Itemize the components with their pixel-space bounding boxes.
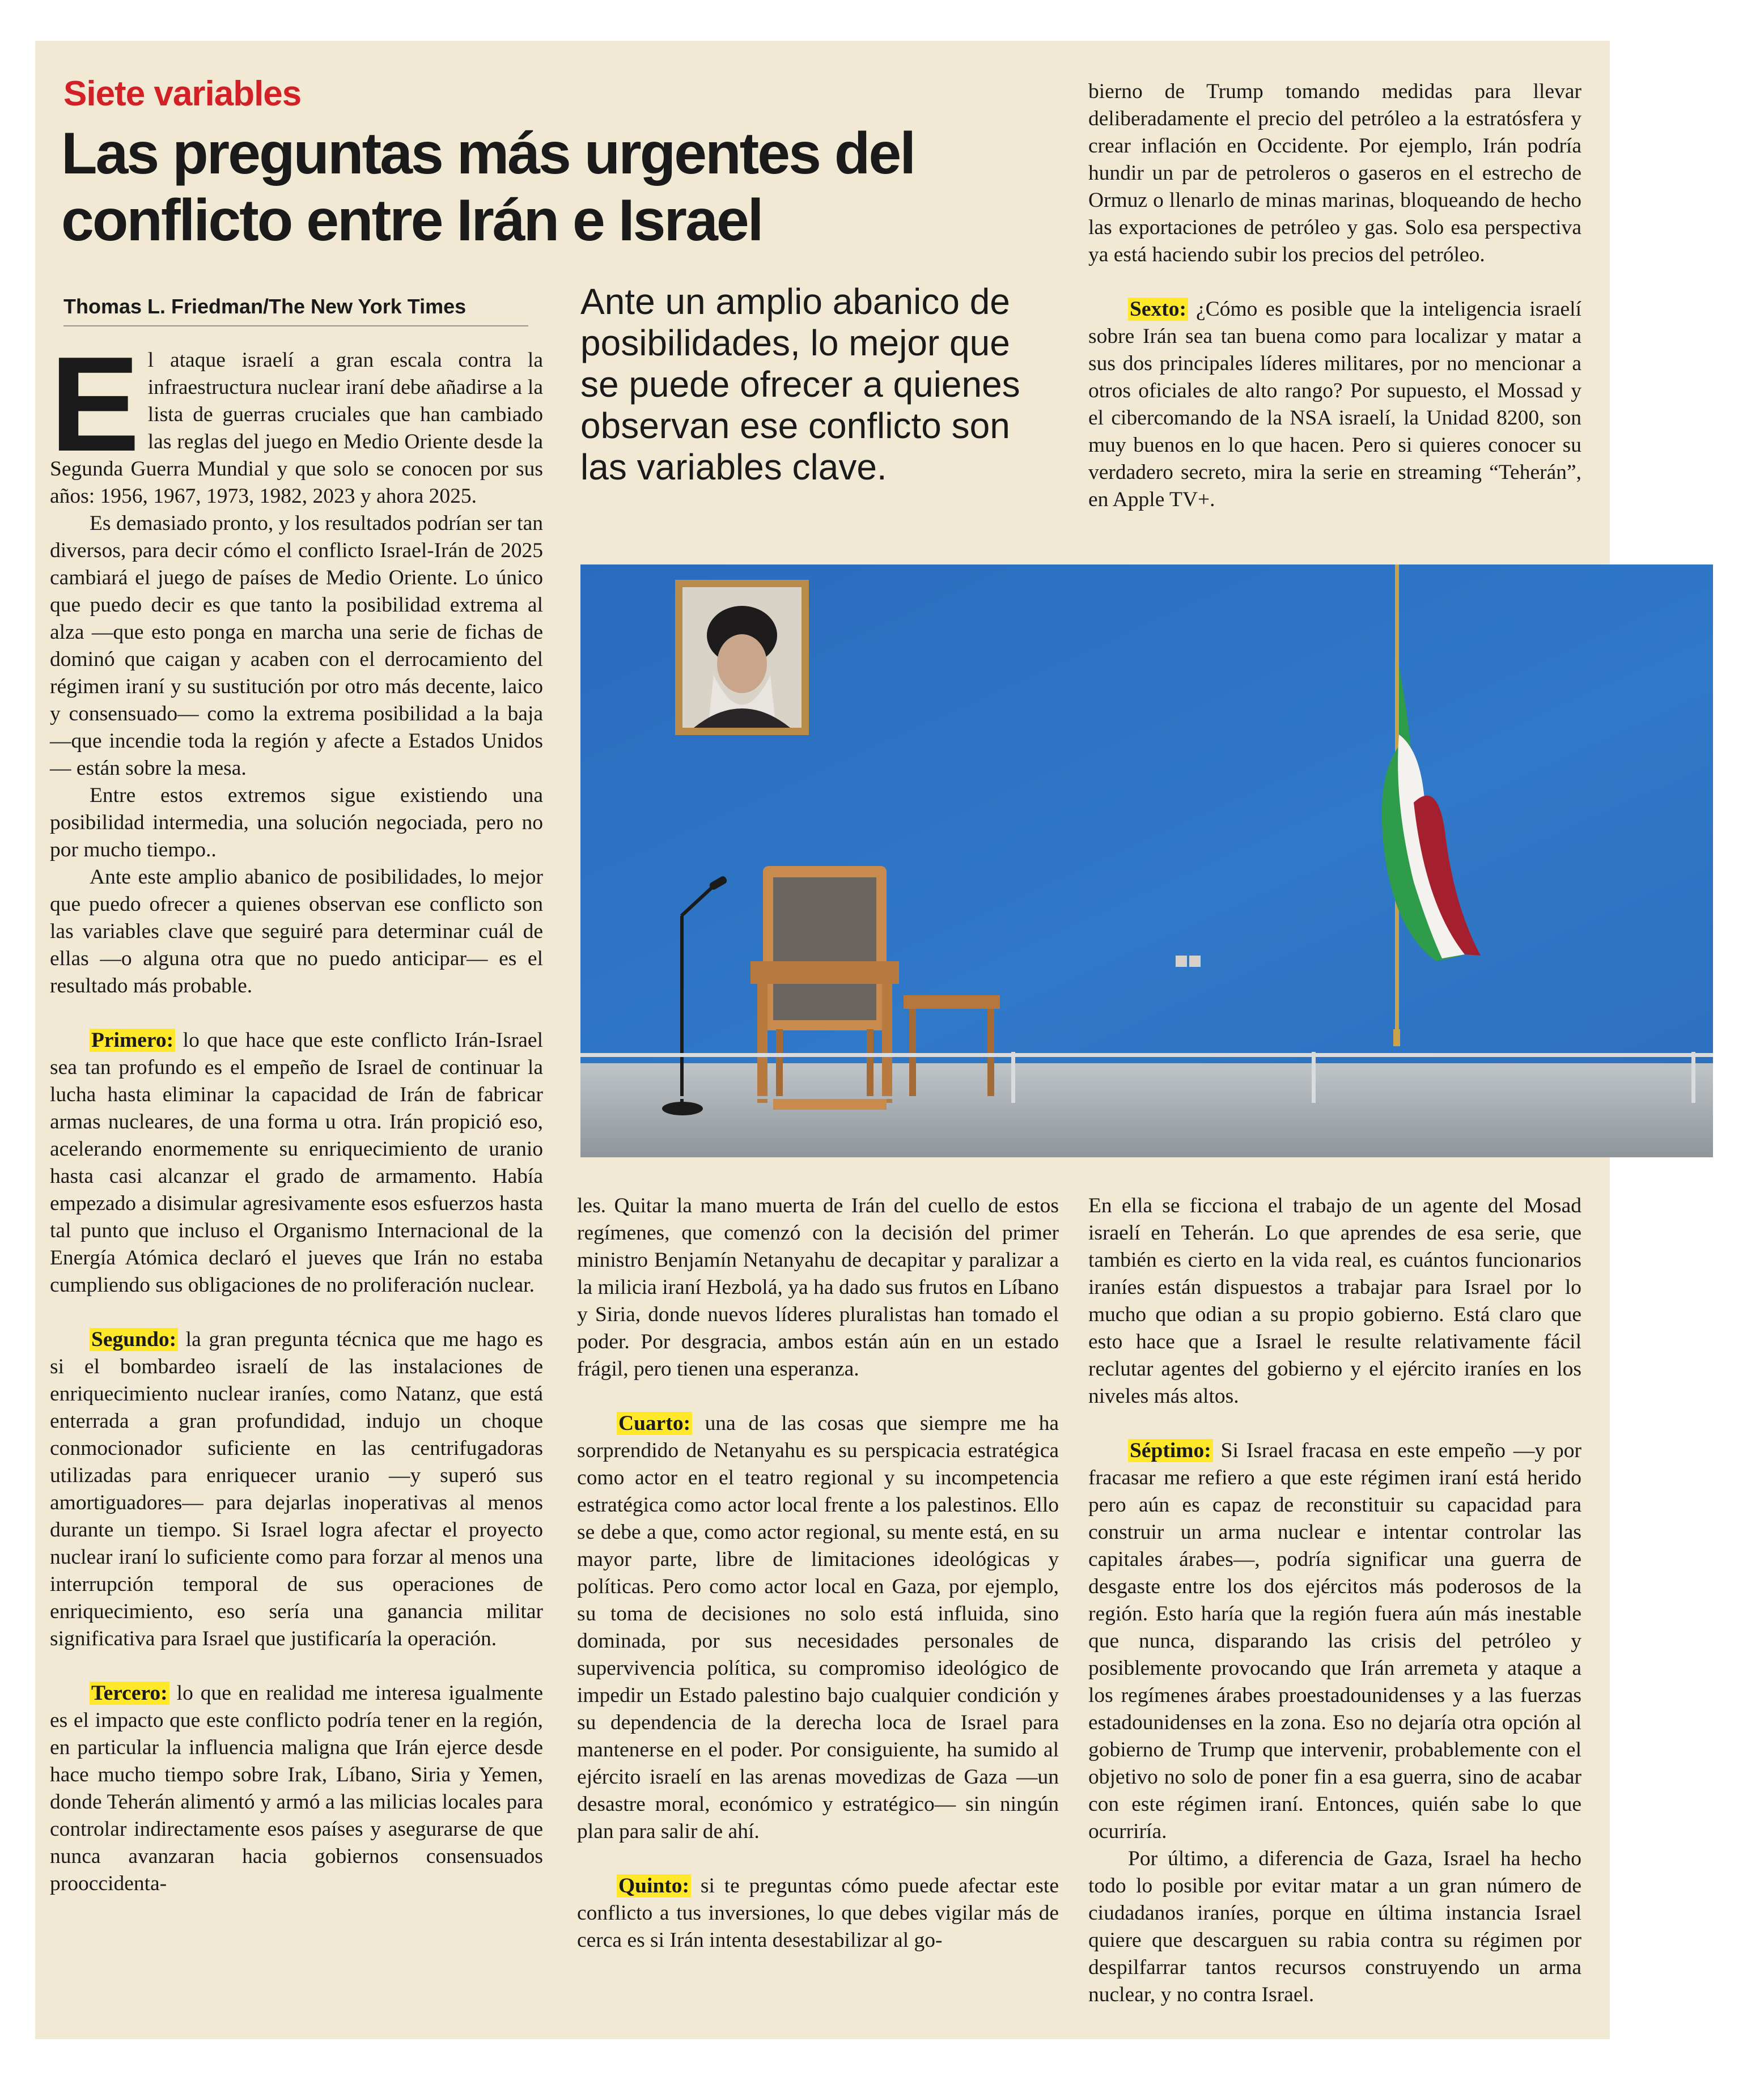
continuation-paragraph: bierno de Trump tomando medidas para llevar deliberadamente el precio del petróleo a la estratósfera y crear inflación en Occidente. Por ejemplo, Irán podría hundir un par de petroleros o gaseros en el estrecho de Ormuz o llenarlo de minas marinas, bloqueando de hecho las exportaciones de petróleo y gas. Solo esa perspectiva ya está haciendo subir los precios del petróleo. xyxy=(1088,80,1581,266)
column-3-bottom xyxy=(1088,1192,1581,2009)
continuation-paragraph: En ella se ficciona el trabajo de un agente del Mosad israelí en Teherán. Lo que aprendes de esa serie, que también es cierto en la vida real, es cuántos funcionarios iraníes están dispuestos a trabajar para Israel por lo mucho que odian a su propio gobierno. Está claro que esto hace que a Israel le resulte relativamente fácil reclutar agentes del gobierno y el ejército iraníes en los niveles más altos. xyxy=(1088,1194,1581,1408)
stage-floor xyxy=(580,1063,1713,1157)
byline: Thomas L. Friedman/The New York Times xyxy=(63,295,528,326)
label-sexto: Sexto: xyxy=(1128,298,1188,321)
article-photo xyxy=(580,564,1713,1157)
drop-cap: E xyxy=(50,329,140,479)
intro-paragraph-3: Entre estos extremos sigue existiendo una posibilidad intermedia, una solución negociada, pero no por mucho tiempo.. xyxy=(50,784,543,861)
intro-paragraph-2: Es demasiado pronto, y los resultados podrían ser tan diversos, para decir cómo el conflicto Israel-Irán de 2025 cambiará el juego de países de Medio Oriente. Lo único que puedo decir es que tanto la posibilidad extrema al alza —que esto ponga en marcha una serie de fichas de dominó que caigan y acaben con el derrocamiento del régimen iraní y su sustitución por otro más decente, laico y consensuado— como la extrema posibilidad a la baja —que incendie toda la región y afecte a Estados Unidos— están sobre la mesa. xyxy=(50,512,543,780)
label-septimo: Séptimo: xyxy=(1128,1439,1213,1462)
portrait-frame xyxy=(675,580,809,735)
variable-sexto: Sexto: ¿Cómo es posible que la inteligencia israelí sobre Irán sea tan buena como para localizar y matar a sus dos principales líderes militares, por no mencionar a otros oficiales de alto rango? Por supuesto, el Mossad y el cibercomando de la NSA israelí, la Unidad 8200, son muy buenos en lo que hacen. Pero si quieres conocer su verdadero secreto, mira la serie en streaming “Teherán”, en Apple TV+. xyxy=(1088,298,1581,511)
variable-tercero: Tercero: lo que en realidad me interesa igualmente es el impacto que este conflicto podría tener en la región, en particular la influencia maligna que Irán ejerce desde hace mucho tiempo sobre Irak, Líbano, Siria y Yemen, donde Teherán alimentó y armó a las milicias locales para controlar indirectamente esos países y asegurarse de que nunca avanzaran hacia gobiernos consensuados prooccidenta- xyxy=(50,1682,543,1895)
wall-outlet xyxy=(1176,956,1187,967)
label-tercero: Tercero: xyxy=(90,1682,169,1705)
headline: Las preguntas más urgentes del conflicto entre Irán e Israel xyxy=(61,121,915,253)
intro-paragraph-1: El ataque israelí a gran escala contra la infraestructura nuclear iraní debe añadirse a la lista de guerras cruciales que han cambiado las reglas del juego en Medio Oriente desde la Segunda Guerra Mundial y que solo se conocen por sus años: 1956, 1967, 1973, 1982, 2023 y ahora 2025. xyxy=(50,329,543,508)
intro-paragraph-4: Ante este amplio abanico de posibilidades, lo mejor que puedo ofrecer a quienes observan ese conflicto son las variables clave que seguiré para determinar cuál de ellas —o alguna otra que no puedo anticipar— es el resultado más probable. xyxy=(50,865,543,997)
closing-paragraph: Por último, a diferencia de Gaza, Israel ha hecho todo lo posible por evitar matar a un gran número de ciudadanos iraníes, porque en última instancia Israel quiere que descarguen su rabia contra su régimen por despilfarrar tantos recursos construyendo un arma nuclear, y no contra Israel. xyxy=(1088,1847,1581,2006)
variable-segundo: Segundo: la gran pregunta técnica que me hago es si el bombardeo israelí de las instalaciones de enriquecimiento nuclear iraníes, como Natanz, que está enterrada a gran profundidad, indujo un choque conmocionador suficiente en las centrifugadoras utilizadas para enriquecer uranio —y superó sus amortiguadores— para dejarlas inoperativas al menos durante un tiempo. Si Israel logra afectar el proyecto nuclear iraní lo suficiente como para forzar al menos una interrupción temporal de sus operaciones de enriquecimiento, eso sería una ganancia militar significativa para Israel que justificaría la operación. xyxy=(50,1328,543,1650)
label-primero: Primero: xyxy=(90,1029,175,1052)
variable-primero: Primero: lo que hace que este conflicto Irán-Israel sea tan profundo es el empeño de Israel de continuar la lucha hasta eliminar la capacidad de Irán de fabricar armas nucleares, de una forma u otra. Irán propició eso, acelerando enormemente su enriquecimiento de uranio hasta casi alcanzar el grado de armamento. Había empezado a disimular agresivamente esos esfuerzos hasta tal punto que incluso el Organismo Internacional de la Energía Atómica declaró el jueves que Irán no estaba cumpliendo sus obligaciones de no proliferación nuclear. xyxy=(50,1029,543,1297)
kicker: Siete variables xyxy=(63,74,302,113)
label-quinto: Quinto: xyxy=(617,1874,691,1898)
variable-quinto: Quinto: si te preguntas cómo puede afectar este conflicto a tus inversiones, lo que debes vigilar más de cerca es si Irán intenta desestabilizar al go- xyxy=(577,1874,1059,1952)
variable-septimo: Séptimo: Si Israel fracasa en este empeño —y por fracasar me refiero a que este régimen iraní está herido pero aún es capaz de reconstituir su capacidad para construir un arma nuclear e intentar controlar las capitales árabes—, podría significar una guerra de desgaste entre los dos ejércitos más poderosos de la región. Esto haría que la región fuera aún más inestable que nunca, disparando las crisis del petróleo y posiblemente provocando que Irán arremeta y ataque a los regímenes árabes proestadounidenses y a las fuerzas estadounidenses en la zona. Eso no dejaría otra opción al gobierno de Trump que intervenir, probablemente con el objetivo no solo de poner fin a esa guerra, sino de acabar con este régimen iraní. Entonces, quién sabe lo que ocurriría. xyxy=(1088,1439,1581,1843)
column-3-top xyxy=(1088,78,1581,513)
variable-cuarto: Cuarto: una de las cosas que siempre me ha sorprendido de Netanyahu es su perspicacia estratégica como actor en el teatro regional y su incompetencia estratégica como actor local frente a los palestinos. Ello se debe a que, como actor regional, su mente está, en su mayor parte, libre de limitaciones ideológicas y políticas. Pero como actor local en Gaza, por ejemplo, su toma de decisiones no solo está influida, sino dominada, por sus necesidades personales de supervivencia política, su compromiso ideológico de impedir un Estado palestino bajo cualquier condición y su dependencia de la derecha loca de Israel para mantenerse en el poder. Por consiguiente, ha sumido al ejército israelí en las arenas movedizas de Gaza —un desastre moral, económico y estratégico— sin ningún plan para salir de ahí. xyxy=(577,1412,1059,1843)
stage-photo-illustration xyxy=(580,564,1713,1157)
continuation-paragraph: les. Quitar la mano muerta de Irán del cuello de estos regímenes, que comenzó con la decisión del primer ministro Benjamín Netanyahu de decapitar y paralizar a la milicia iraní Hezbolá, ya ha dado sus frutos en Líbano y Siria, donde nuevos líderes pluralistas han tomado el poder. Por desgracia, ambos están aún en un estado frágil, pero tienen una esperanza. xyxy=(577,1194,1059,1381)
column-1 xyxy=(50,329,543,1898)
column-2 xyxy=(577,1192,1059,1954)
label-segundo: Segundo: xyxy=(90,1328,178,1351)
label-cuarto: Cuarto: xyxy=(617,1412,692,1435)
wall-outlet xyxy=(1189,956,1201,967)
pull-quote: Ante un amplio abanico de posibilidades, lo mejor que se puede ofrecer a quienes observan ese conflicto son las variables clave. xyxy=(580,281,1020,487)
